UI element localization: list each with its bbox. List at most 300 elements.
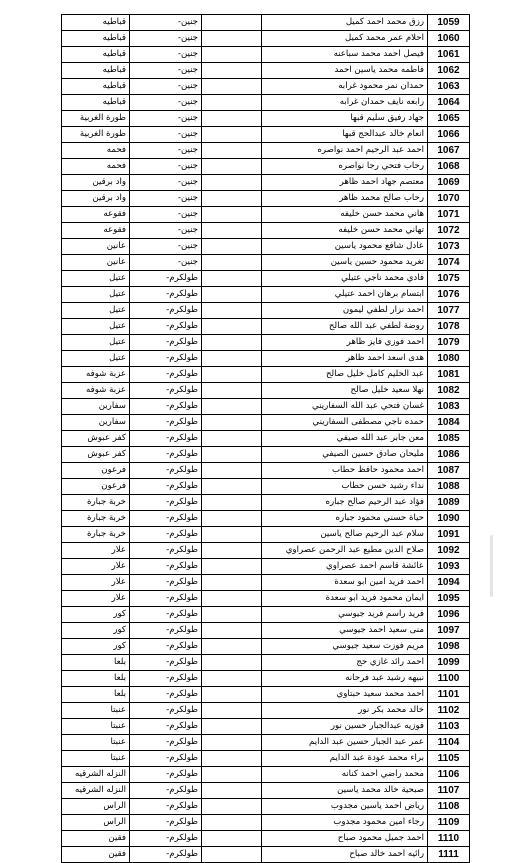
row-name-cell: فؤاد عبد الرحيم صالح جباره bbox=[262, 495, 428, 511]
row-governorate-cell: طولكرم- bbox=[130, 751, 202, 767]
table-row bbox=[62, 527, 470, 543]
row-governorate-cell: طولكرم- bbox=[130, 399, 202, 415]
row-governorate-cell: طولكرم- bbox=[130, 671, 202, 687]
table-row bbox=[62, 687, 470, 703]
table-row bbox=[62, 95, 470, 111]
row-gap bbox=[202, 815, 262, 831]
row-number-cell: 1073 bbox=[428, 239, 470, 255]
table-row bbox=[62, 319, 470, 335]
row-name-cell: روضة لطفي عبد الله صالح bbox=[262, 319, 428, 335]
row-place-cell: طورة الغربية bbox=[62, 127, 130, 143]
row-number-cell: 1091 bbox=[428, 527, 470, 543]
row-number-cell: 1072 bbox=[428, 223, 470, 239]
row-gap bbox=[202, 495, 262, 511]
row-name-cell: احمد فوزي فايز ظاهر bbox=[262, 335, 428, 351]
row-governorate-cell: طولكرم- bbox=[130, 559, 202, 575]
row-place-cell: عتيل bbox=[62, 335, 130, 351]
row-gap bbox=[202, 607, 262, 623]
row-number-cell: 1067 bbox=[428, 143, 470, 159]
row-gap bbox=[202, 799, 262, 815]
row-name-cell: هدى اسعد احمد ظاهر bbox=[262, 351, 428, 367]
row-place-cell: عتيل bbox=[62, 319, 130, 335]
row-number-cell: 1074 bbox=[428, 255, 470, 271]
row-name-cell: ايمان محمود فريد ابو سعدة bbox=[262, 591, 428, 607]
row-place-cell: عانين bbox=[62, 255, 130, 271]
row-name-cell: رحاب صالح محمد ظاهر bbox=[262, 191, 428, 207]
row-name-cell: معن جابر عبد الله صيفي bbox=[262, 431, 428, 447]
row-gap bbox=[202, 575, 262, 591]
row-place-cell: بلعا bbox=[62, 687, 130, 703]
row-number-cell: 1107 bbox=[428, 783, 470, 799]
row-name-cell: براء محمد عودة عبد الدايم bbox=[262, 751, 428, 767]
table-row bbox=[62, 719, 470, 735]
row-place-cell: خربة جبارة bbox=[62, 527, 130, 543]
row-number-cell: 1090 bbox=[428, 511, 470, 527]
row-name-cell: احمد فريد امين ابو سعدة bbox=[262, 575, 428, 591]
row-number-cell: 1070 bbox=[428, 191, 470, 207]
row-governorate-cell: طولكرم- bbox=[130, 479, 202, 495]
table-row bbox=[62, 511, 470, 527]
row-number-cell: 1085 bbox=[428, 431, 470, 447]
row-gap bbox=[202, 239, 262, 255]
table-row bbox=[62, 287, 470, 303]
table-row bbox=[62, 575, 470, 591]
table-row bbox=[62, 639, 470, 655]
row-name-cell: رياض احمد ياسين مجدوب bbox=[262, 799, 428, 815]
row-gap bbox=[202, 559, 262, 575]
table-row bbox=[62, 703, 470, 719]
row-name-cell: عمر عبد الجبار حسين عبد الدايم bbox=[262, 735, 428, 751]
row-gap bbox=[202, 255, 262, 271]
row-gap bbox=[202, 687, 262, 703]
row-place-cell: قباطيه bbox=[62, 95, 130, 111]
row-gap bbox=[202, 143, 262, 159]
row-name-cell: رزق محمد احمد كميل bbox=[262, 15, 428, 31]
row-place-cell: خربة جبارة bbox=[62, 511, 130, 527]
table-row bbox=[62, 15, 470, 31]
row-governorate-cell: طولكرم- bbox=[130, 655, 202, 671]
row-number-cell: 1110 bbox=[428, 831, 470, 847]
row-place-cell: خربة جبارة bbox=[62, 495, 130, 511]
row-governorate-cell: طولكرم- bbox=[130, 511, 202, 527]
table-row bbox=[62, 815, 470, 831]
row-governorate-cell: طولكرم- bbox=[130, 447, 202, 463]
row-number-cell: 1105 bbox=[428, 751, 470, 767]
row-gap bbox=[202, 47, 262, 63]
row-place-cell: علار bbox=[62, 559, 130, 575]
row-number-cell: 1068 bbox=[428, 159, 470, 175]
row-place-cell: فقين bbox=[62, 831, 130, 847]
row-gap bbox=[202, 591, 262, 607]
row-name-cell: حمدان نمر محمود غرابه bbox=[262, 79, 428, 95]
row-place-cell: فحمه bbox=[62, 159, 130, 175]
row-gap bbox=[202, 527, 262, 543]
row-place-cell: عتيل bbox=[62, 287, 130, 303]
table-row bbox=[62, 767, 470, 783]
row-number-cell: 1089 bbox=[428, 495, 470, 511]
row-place-cell: فحمه bbox=[62, 143, 130, 159]
row-gap bbox=[202, 95, 262, 111]
row-governorate-cell: طولكرم- bbox=[130, 783, 202, 799]
table-row bbox=[62, 367, 470, 383]
row-place-cell: فرعون bbox=[62, 463, 130, 479]
row-governorate-cell: جنين- bbox=[130, 127, 202, 143]
row-number-cell: 1099 bbox=[428, 655, 470, 671]
row-number-cell: 1093 bbox=[428, 559, 470, 575]
row-name-cell: جهاد رفيق سليم قبها bbox=[262, 111, 428, 127]
row-number-cell: 1100 bbox=[428, 671, 470, 687]
row-place-cell: بلعا bbox=[62, 655, 130, 671]
row-place-cell: علار bbox=[62, 591, 130, 607]
row-gap bbox=[202, 671, 262, 687]
row-governorate-cell: جنين- bbox=[130, 15, 202, 31]
row-name-cell: رجاء امين محمود مجدوب bbox=[262, 815, 428, 831]
row-number-cell: 1111 bbox=[428, 847, 470, 863]
row-place-cell: قباطيه bbox=[62, 79, 130, 95]
row-name-cell: رحاب فتحي رجا نواصره bbox=[262, 159, 428, 175]
table-row bbox=[62, 159, 470, 175]
row-gap bbox=[202, 655, 262, 671]
row-governorate-cell: طولكرم- bbox=[130, 623, 202, 639]
row-gap bbox=[202, 111, 262, 127]
row-name-cell: تغريد محمود حسين ياسين bbox=[262, 255, 428, 271]
row-gap bbox=[202, 159, 262, 175]
row-place-cell: عنبتا bbox=[62, 719, 130, 735]
row-gap bbox=[202, 287, 262, 303]
row-governorate-cell: طولكرم- bbox=[130, 431, 202, 447]
table-row bbox=[62, 399, 470, 415]
table-row bbox=[62, 415, 470, 431]
table-row bbox=[62, 223, 470, 239]
row-place-cell: الراس bbox=[62, 815, 130, 831]
row-number-cell: 1080 bbox=[428, 351, 470, 367]
row-number-cell: 1063 bbox=[428, 79, 470, 95]
row-governorate-cell: طولكرم- bbox=[130, 367, 202, 383]
row-number-cell: 1064 bbox=[428, 95, 470, 111]
row-gap bbox=[202, 703, 262, 719]
row-governorate-cell: طولكرم- bbox=[130, 303, 202, 319]
row-governorate-cell: طولكرم- bbox=[130, 287, 202, 303]
row-number-cell: 1092 bbox=[428, 543, 470, 559]
row-number-cell: 1097 bbox=[428, 623, 470, 639]
row-number-cell: 1106 bbox=[428, 767, 470, 783]
row-governorate-cell: جنين- bbox=[130, 223, 202, 239]
row-place-cell: الراس bbox=[62, 799, 130, 815]
row-name-cell: رائيه احمد خالد صباح bbox=[262, 847, 428, 863]
row-gap bbox=[202, 31, 262, 47]
row-governorate-cell: طولكرم- bbox=[130, 271, 202, 287]
row-gap bbox=[202, 783, 262, 799]
row-name-cell: مريم فوزت سعيد جيوسي bbox=[262, 639, 428, 655]
row-place-cell: فقوعه bbox=[62, 207, 130, 223]
row-number-cell: 1081 bbox=[428, 367, 470, 383]
row-gap bbox=[202, 351, 262, 367]
row-place-cell: فقين bbox=[62, 847, 130, 863]
row-place-cell: قباطيه bbox=[62, 15, 130, 31]
row-name-cell: احمد محمد سعيد حبتاوي bbox=[262, 687, 428, 703]
row-governorate-cell: جنين- bbox=[130, 95, 202, 111]
row-place-cell: واد برقين bbox=[62, 175, 130, 191]
row-place-cell: كور bbox=[62, 639, 130, 655]
row-place-cell: كور bbox=[62, 607, 130, 623]
row-governorate-cell: طولكرم- bbox=[130, 767, 202, 783]
table-row bbox=[62, 735, 470, 751]
row-governorate-cell: طولكرم- bbox=[130, 799, 202, 815]
table-row bbox=[62, 831, 470, 847]
row-number-cell: 1084 bbox=[428, 415, 470, 431]
table-row bbox=[62, 383, 470, 399]
row-number-cell: 1096 bbox=[428, 607, 470, 623]
row-governorate-cell: جنين- bbox=[130, 175, 202, 191]
row-governorate-cell: جنين- bbox=[130, 159, 202, 175]
row-place-cell: عنبتا bbox=[62, 751, 130, 767]
row-governorate-cell: طولكرم- bbox=[130, 415, 202, 431]
row-name-cell: فريد راسم فريد جيوسي bbox=[262, 607, 428, 623]
row-name-cell: ابتسام برهان احمد عتيلي bbox=[262, 287, 428, 303]
table-row bbox=[62, 63, 470, 79]
row-number-cell: 1061 bbox=[428, 47, 470, 63]
row-governorate-cell: جنين- bbox=[130, 255, 202, 271]
row-name-cell: معتصم جهاد احمد ظاهر bbox=[262, 175, 428, 191]
row-number-cell: 1109 bbox=[428, 815, 470, 831]
row-gap bbox=[202, 15, 262, 31]
row-gap bbox=[202, 175, 262, 191]
row-name-cell: فاطمه محمد ياسين احمد bbox=[262, 63, 428, 79]
row-place-cell: النزله الشرقيه bbox=[62, 783, 130, 799]
row-gap bbox=[202, 623, 262, 639]
row-gap bbox=[202, 639, 262, 655]
row-number-cell: 1101 bbox=[428, 687, 470, 703]
row-gap bbox=[202, 463, 262, 479]
roster-body bbox=[62, 15, 470, 863]
table-row bbox=[62, 607, 470, 623]
row-name-cell: صبحية خالد محمد ياسين bbox=[262, 783, 428, 799]
row-name-cell: نبيهه رشيد عبد فرحانه bbox=[262, 671, 428, 687]
row-gap bbox=[202, 399, 262, 415]
row-number-cell: 1086 bbox=[428, 447, 470, 463]
row-governorate-cell: طولكرم- bbox=[130, 527, 202, 543]
row-gap bbox=[202, 767, 262, 783]
row-name-cell: سلام عبد الرحيم صالح ياسين bbox=[262, 527, 428, 543]
table-row bbox=[62, 431, 470, 447]
row-place-cell: سفارين bbox=[62, 415, 130, 431]
table-row bbox=[62, 111, 470, 127]
row-name-cell: احمد محمود حافظ حطاب bbox=[262, 463, 428, 479]
row-governorate-cell: طولكرم- bbox=[130, 719, 202, 735]
table-row bbox=[62, 175, 470, 191]
table-row bbox=[62, 495, 470, 511]
row-place-cell: عتيل bbox=[62, 303, 130, 319]
table-row bbox=[62, 143, 470, 159]
table-row bbox=[62, 303, 470, 319]
row-number-cell: 1078 bbox=[428, 319, 470, 335]
table-row bbox=[62, 255, 470, 271]
row-place-cell: طورة الغربية bbox=[62, 111, 130, 127]
row-gap bbox=[202, 719, 262, 735]
table-row bbox=[62, 655, 470, 671]
row-place-cell: فقوعه bbox=[62, 223, 130, 239]
row-number-cell: 1087 bbox=[428, 463, 470, 479]
row-governorate-cell: طولكرم- bbox=[130, 831, 202, 847]
scrollbar-thumb[interactable] bbox=[490, 535, 493, 597]
table-row bbox=[62, 623, 470, 639]
row-number-cell: 1077 bbox=[428, 303, 470, 319]
row-number-cell: 1071 bbox=[428, 207, 470, 223]
row-number-cell: 1098 bbox=[428, 639, 470, 655]
row-place-cell: كفر عبوش bbox=[62, 447, 130, 463]
row-governorate-cell: طولكرم- bbox=[130, 639, 202, 655]
row-governorate-cell: جنين- bbox=[130, 207, 202, 223]
table-row bbox=[62, 783, 470, 799]
table-row bbox=[62, 351, 470, 367]
table-row bbox=[62, 47, 470, 63]
table-row bbox=[62, 559, 470, 575]
row-name-cell: فيصل احمد محمد سباعنه bbox=[262, 47, 428, 63]
row-gap bbox=[202, 447, 262, 463]
row-name-cell: محمد راضي احمد كنانه bbox=[262, 767, 428, 783]
row-place-cell: عزبة شوفه bbox=[62, 367, 130, 383]
row-gap bbox=[202, 271, 262, 287]
table-row bbox=[62, 479, 470, 495]
table-row bbox=[62, 207, 470, 223]
row-governorate-cell: جنين- bbox=[130, 79, 202, 95]
row-name-cell: غسان فتحي عبد الله السفاريني bbox=[262, 399, 428, 415]
row-name-cell: خالد محمد بكر نور bbox=[262, 703, 428, 719]
table-row bbox=[62, 671, 470, 687]
row-governorate-cell: طولكرم- bbox=[130, 319, 202, 335]
row-name-cell: احمد نزار لطفي ليمون bbox=[262, 303, 428, 319]
row-place-cell: علار bbox=[62, 575, 130, 591]
row-name-cell: نهلا سعيد خليل صالح bbox=[262, 383, 428, 399]
row-gap bbox=[202, 79, 262, 95]
table-row bbox=[62, 543, 470, 559]
row-number-cell: 1102 bbox=[428, 703, 470, 719]
row-number-cell: 1094 bbox=[428, 575, 470, 591]
row-name-cell: نداء رشيد حسن حطاب bbox=[262, 479, 428, 495]
row-place-cell: عانين bbox=[62, 239, 130, 255]
table-row bbox=[62, 31, 470, 47]
row-number-cell: 1095 bbox=[428, 591, 470, 607]
row-gap bbox=[202, 223, 262, 239]
table-row bbox=[62, 847, 470, 863]
row-governorate-cell: جنين- bbox=[130, 111, 202, 127]
row-number-cell: 1062 bbox=[428, 63, 470, 79]
row-name-cell: عائشة قاسم احمد عصراوي bbox=[262, 559, 428, 575]
row-gap bbox=[202, 847, 262, 863]
row-gap bbox=[202, 543, 262, 559]
row-place-cell: قباطيه bbox=[62, 31, 130, 47]
row-place-cell: النزله الشرقيه bbox=[62, 767, 130, 783]
row-gap bbox=[202, 63, 262, 79]
row-gap bbox=[202, 319, 262, 335]
row-gap bbox=[202, 383, 262, 399]
row-name-cell: عبد الحليم كامل خليل صالح bbox=[262, 367, 428, 383]
table-row bbox=[62, 79, 470, 95]
row-name-cell: انعام خالد عبدالحج قبها bbox=[262, 127, 428, 143]
row-number-cell: 1103 bbox=[428, 719, 470, 735]
row-number-cell: 1075 bbox=[428, 271, 470, 287]
table-row bbox=[62, 191, 470, 207]
row-name-cell: حياة حسني محمود جباره bbox=[262, 511, 428, 527]
row-gap bbox=[202, 415, 262, 431]
row-number-cell: 1065 bbox=[428, 111, 470, 127]
row-governorate-cell: طولكرم- bbox=[130, 735, 202, 751]
row-number-cell: 1082 bbox=[428, 383, 470, 399]
row-place-cell: قباطيه bbox=[62, 47, 130, 63]
row-governorate-cell: طولكرم- bbox=[130, 815, 202, 831]
row-number-cell: 1069 bbox=[428, 175, 470, 191]
row-governorate-cell: جنين- bbox=[130, 31, 202, 47]
row-governorate-cell: طولكرم- bbox=[130, 543, 202, 559]
row-place-cell: قباطيه bbox=[62, 63, 130, 79]
row-name-cell: رابعه نايف حمدان غرابه bbox=[262, 95, 428, 111]
row-governorate-cell: جنين- bbox=[130, 143, 202, 159]
row-place-cell: عتيل bbox=[62, 351, 130, 367]
row-governorate-cell: جنين- bbox=[130, 239, 202, 255]
row-number-cell: 1059 bbox=[428, 15, 470, 31]
row-governorate-cell: طولكرم- bbox=[130, 847, 202, 863]
row-gap bbox=[202, 511, 262, 527]
row-place-cell: عنبتا bbox=[62, 735, 130, 751]
row-governorate-cell: جنين- bbox=[130, 47, 202, 63]
row-place-cell: كفر عبوش bbox=[62, 431, 130, 447]
row-governorate-cell: طولكرم- bbox=[130, 703, 202, 719]
row-gap bbox=[202, 751, 262, 767]
row-gap bbox=[202, 431, 262, 447]
row-place-cell: واد برقين bbox=[62, 191, 130, 207]
row-name-cell: صلاح الدين مطيع عبد الرحمن عصراوي bbox=[262, 543, 428, 559]
row-gap bbox=[202, 127, 262, 143]
row-governorate-cell: جنين- bbox=[130, 63, 202, 79]
row-name-cell: فوزيه عبدالجبار حسين نور bbox=[262, 719, 428, 735]
row-place-cell: بلعا bbox=[62, 671, 130, 687]
row-name-cell: حمده ناجي مصطفى السفاريني bbox=[262, 415, 428, 431]
row-gap bbox=[202, 207, 262, 223]
row-governorate-cell: طولكرم- bbox=[130, 495, 202, 511]
row-place-cell: عنبتا bbox=[62, 703, 130, 719]
row-governorate-cell: طولكرم- bbox=[130, 351, 202, 367]
row-number-cell: 1079 bbox=[428, 335, 470, 351]
row-governorate-cell: طولكرم- bbox=[130, 687, 202, 703]
row-name-cell: احمد جميل محمود صباح bbox=[262, 831, 428, 847]
row-name-cell: عادل شافع محمود ياسين bbox=[262, 239, 428, 255]
row-name-cell: احلام عمر محمد كميل bbox=[262, 31, 428, 47]
row-gap bbox=[202, 831, 262, 847]
row-gap bbox=[202, 191, 262, 207]
row-place-cell: فرعون bbox=[62, 479, 130, 495]
row-number-cell: 1060 bbox=[428, 31, 470, 47]
table-row bbox=[62, 127, 470, 143]
row-gap bbox=[202, 479, 262, 495]
row-governorate-cell: طولكرم- bbox=[130, 591, 202, 607]
table-row bbox=[62, 239, 470, 255]
row-place-cell: عتيل bbox=[62, 271, 130, 287]
row-gap bbox=[202, 367, 262, 383]
table-row bbox=[62, 447, 470, 463]
row-governorate-cell: جنين- bbox=[130, 191, 202, 207]
row-name-cell: هاني محمد حسن خليفه bbox=[262, 207, 428, 223]
row-place-cell: علار bbox=[62, 543, 130, 559]
table-row bbox=[62, 335, 470, 351]
row-number-cell: 1076 bbox=[428, 287, 470, 303]
row-gap bbox=[202, 303, 262, 319]
row-name-cell: فادي محمد ناجي عتيلي bbox=[262, 271, 428, 287]
row-governorate-cell: طولكرم- bbox=[130, 383, 202, 399]
row-governorate-cell: طولكرم- bbox=[130, 575, 202, 591]
row-place-cell: كور bbox=[62, 623, 130, 639]
row-number-cell: 1088 bbox=[428, 479, 470, 495]
row-gap bbox=[202, 735, 262, 751]
